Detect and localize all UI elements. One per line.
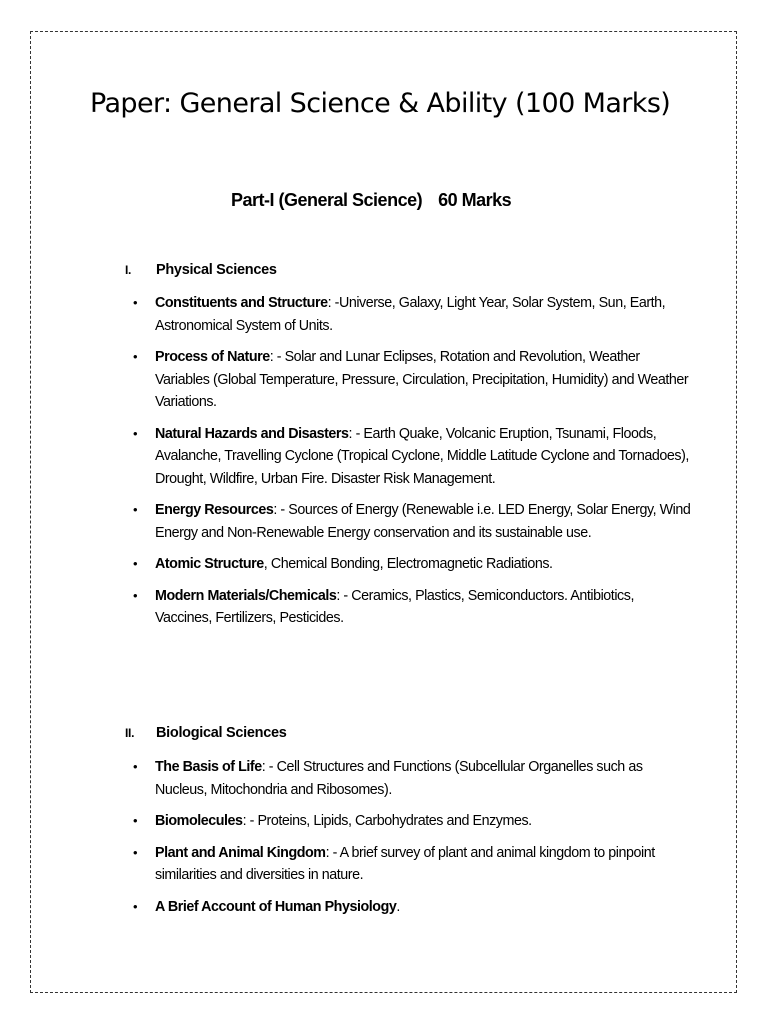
- item-term: Atomic Structure: [155, 556, 264, 572]
- list-item: [133, 896, 693, 919]
- part-title: [231, 190, 511, 211]
- item-text: : - Solar and Lunar Eclipses, Rotation and Revolution, Weather Variables (Global Temperature, Pressure, Circulation, Precipitation, Humidity) and Weather Variations.: [155, 349, 689, 410]
- section-heading-physical-sciences: [125, 262, 277, 278]
- biological-sciences-list: [133, 756, 693, 927]
- item-term: Process of Nature: [155, 349, 270, 365]
- item-text: : - Cell Structures and Functions (Subcellular Organelles such as Nucleus, Mitochondria and Ribosomes).: [155, 759, 643, 798]
- list-item: [133, 292, 693, 337]
- bullet-icon: •: [133, 425, 138, 441]
- part-marks: 60 Marks: [438, 190, 512, 210]
- section-title: Biological Sciences: [156, 725, 287, 741]
- item-term: Natural Hazards and Disasters: [155, 425, 349, 442]
- item-term: The Basis of Life: [155, 759, 262, 775]
- bullet-icon: •: [133, 502, 138, 517]
- item-text: : - A brief survey of plant and animal kingdom to pinpoint similarities and diversities in nature.: [155, 844, 655, 883]
- bullet-icon: •: [133, 556, 138, 571]
- bullet-icon: •: [133, 898, 138, 914]
- bullet-icon: •: [133, 844, 138, 860]
- item-term: A Brief Account of Human Physiology: [155, 898, 397, 915]
- section-title: Physical Sciences: [156, 262, 277, 278]
- item-text: , Chemical Bonding, Electromagnetic Radiations.: [263, 556, 553, 572]
- item-text: : - Proteins, Lipids, Carbohydrates and Enzymes.: [242, 813, 532, 829]
- list-item: [133, 756, 693, 801]
- list-item: [133, 842, 693, 887]
- bullet-icon: •: [133, 587, 138, 603]
- bullet-icon: •: [133, 813, 138, 828]
- part-title-label: Part-I (General Science): [231, 190, 423, 210]
- item-text: : -Universe, Galaxy, Light Year, Solar System, Sun, Earth, Astronomical System of Units.: [155, 295, 666, 334]
- item-text: : - Earth Quake, Volcanic Eruption, Tsunami, Floods, Avalanche, Travelling Cyclone (Tropical Cyclone, Middle Latitude Cyclone and Tornadoes), Drought, Wildfire, Urban Fire. Disaster Risk Management.: [155, 425, 689, 487]
- bullet-icon: •: [133, 295, 138, 310]
- list-item: [133, 810, 693, 833]
- list-item: [133, 585, 693, 630]
- item-term: Energy Resources: [155, 502, 274, 518]
- list-item: [133, 423, 693, 491]
- bullet-icon: •: [133, 349, 138, 364]
- item-term: Modern Materials/Chemicals: [155, 587, 337, 604]
- list-item: [133, 499, 693, 544]
- item-term: Biomolecules: [155, 813, 243, 829]
- item-term: Constituents and Structure: [155, 295, 328, 311]
- item-text: : - Ceramics, Plastics, Semiconductors. Antibiotics, Vaccines, Fertilizers, Pesticides.: [155, 587, 634, 626]
- item-text: .: [396, 898, 400, 915]
- item-term: Plant and Animal Kingdom: [155, 844, 326, 861]
- section-numeral: II.: [125, 726, 135, 740]
- section-heading-biological-sciences: [125, 725, 287, 741]
- list-item: [133, 346, 693, 414]
- physical-sciences-list: [133, 292, 693, 639]
- paper-title: Paper: General Science & Ability (100 Marks): [90, 88, 671, 119]
- bullet-icon: •: [133, 759, 138, 774]
- item-text: : - Sources of Energy (Renewable i.e. LED Energy, Solar Energy, Wind Energy and Non-Renewable Energy conservation and its sustainable use.: [155, 502, 691, 541]
- list-item: [133, 553, 693, 576]
- section-numeral: I.: [125, 263, 132, 277]
